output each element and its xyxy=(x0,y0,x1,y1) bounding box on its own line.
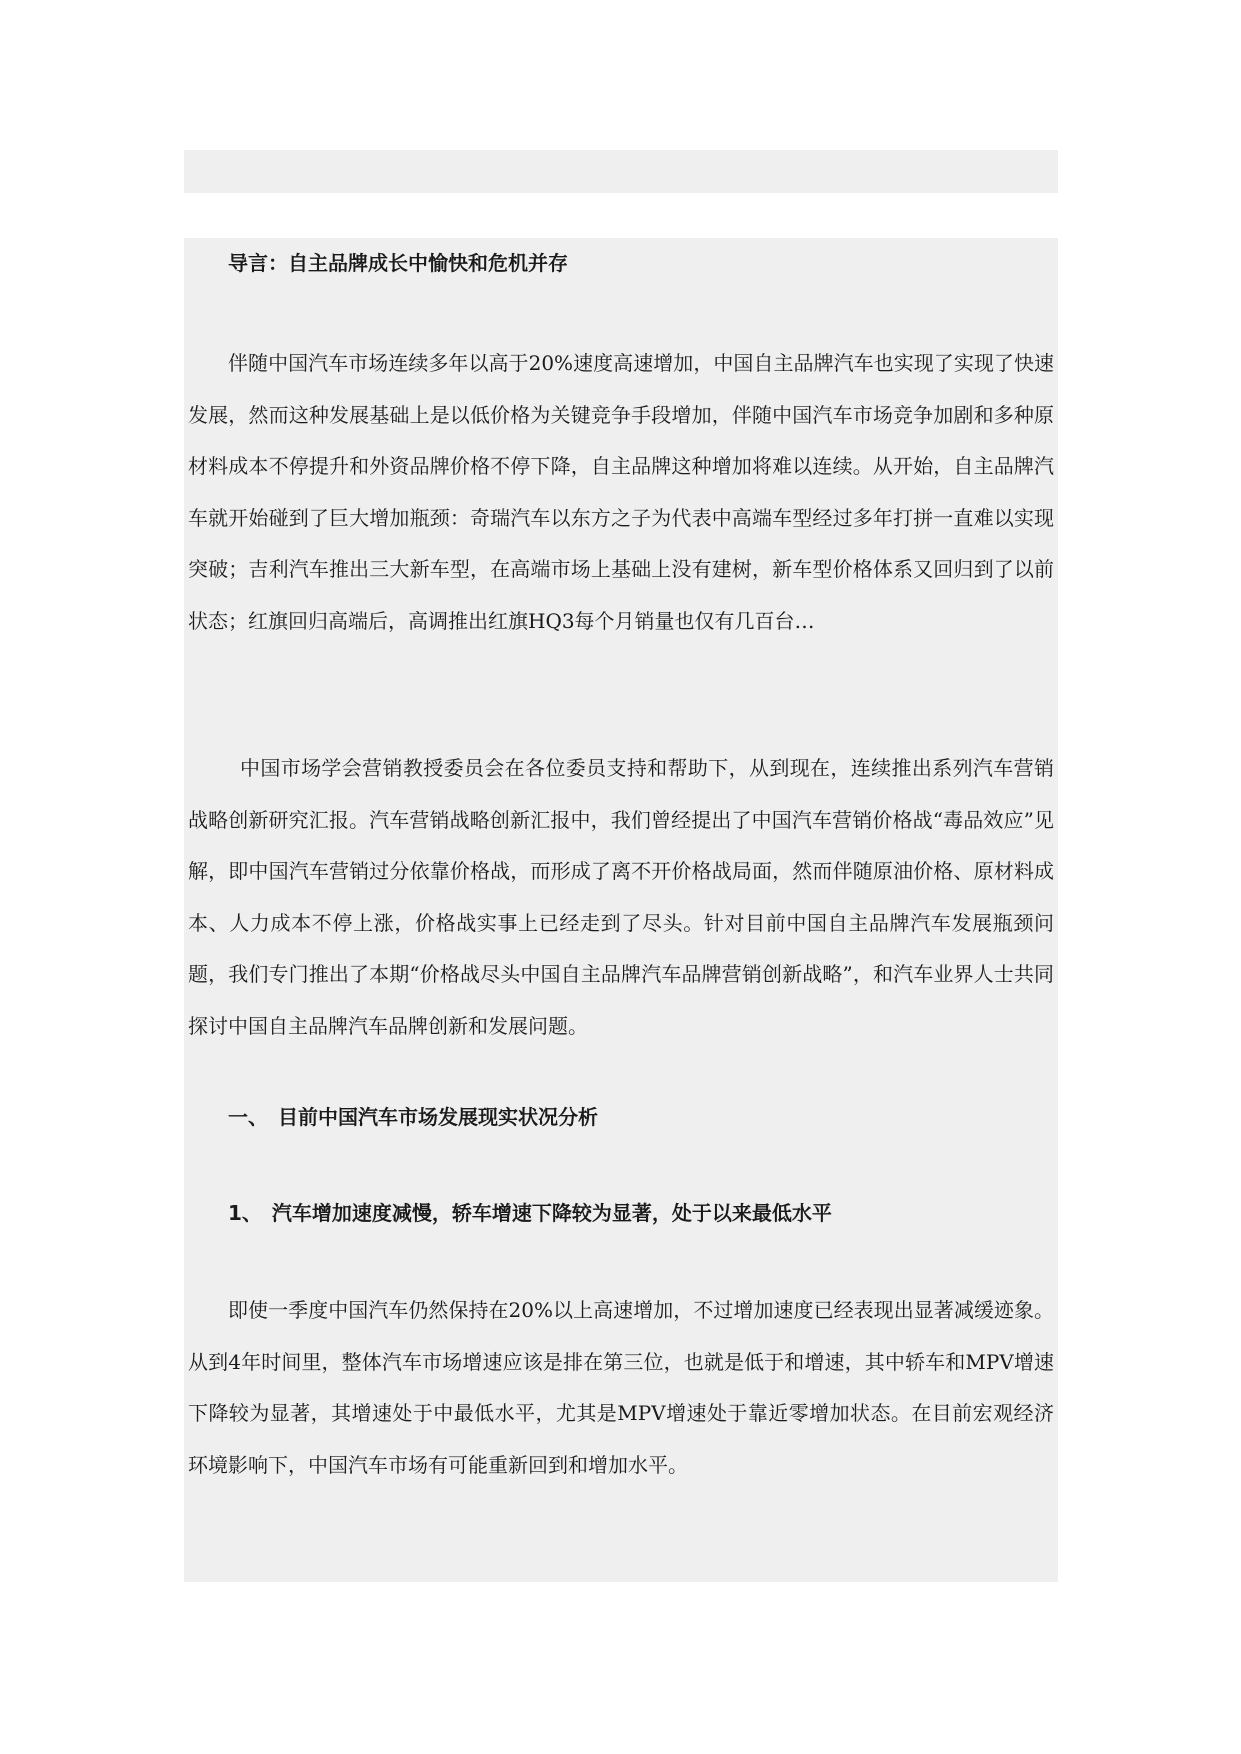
intro-paragraph-2: 中国市场学会营销教授委员会在各位委员支持和帮助下，从到现在，连续推出系列汽车营销战略创新研究汇报。汽车营销战略创新汇报中，我们曾经提出了中国汽车营销价格战“毒品效应”见解，即中国汽车营销过分依靠价格战，而形成了离不开价格战局面，然而伴随原油价格、原材料成本、人力成本不停上涨，价格战实事上已经走到了尽头。针对目前中国自主品牌汽车发展瓶颈问题，我们专门推出了本期“价格战尽头中国自主品牌汽车品牌营销创新战略”，和汽车业界人士共同探讨中国自主品牌汽车品牌创新和发展问题。 xyxy=(188,756,1054,1038)
intro-heading: 导言：自主品牌成长中愉快和危机并存 xyxy=(228,251,568,275)
document-body xyxy=(184,238,1058,1582)
section-heading: 一、 目前中国汽车市场发展现实状况分析 xyxy=(228,1105,598,1129)
subsection-heading: 1、 汽车增加速度减慢，轿车增速下降较为显著，处于以来最低水平 xyxy=(228,1201,832,1225)
header-band xyxy=(184,150,1058,193)
section-paragraph-1: 即使一季度中国汽车仍然保持在20%以上高速增加，不过增加速度已经表现出显著减缓迹象。从到4年时间里，整体汽车市场增速应该是排在第三位，也就是低于和增速，其中轿车和MPV增速下降较为显著，其增速处于中最低水平，尤其是MPV增速处于靠近零增加状态。在目前宏观经济环境影响下，中国汽车市场有可能重新回到和增加水平。 xyxy=(188,1298,1054,1477)
intro-paragraph-1: 伴随中国汽车市场连续多年以高于20%速度高速增加，中国自主品牌汽车也实现了实现了快速发展，然而这种发展基础上是以低价格为关键竞争手段增加，伴随中国汽车市场竞争加剧和多种原材料成本不停提升和外资品牌价格不停下降，自主品牌这种增加将难以连续。从开始，自主品牌汽车就开始碰到了巨大增加瓶颈：奇瑞汽车以东方之子为代表中高端车型经过多年打拼一直难以实现突破；吉利汽车推出三大新车型，在高端市场上基础上没有建树，新车型价格体系又回归到了以前状态；红旗回归高端后，高调推出红旗HQ3每个月销量也仅有几百台… xyxy=(188,351,1054,633)
